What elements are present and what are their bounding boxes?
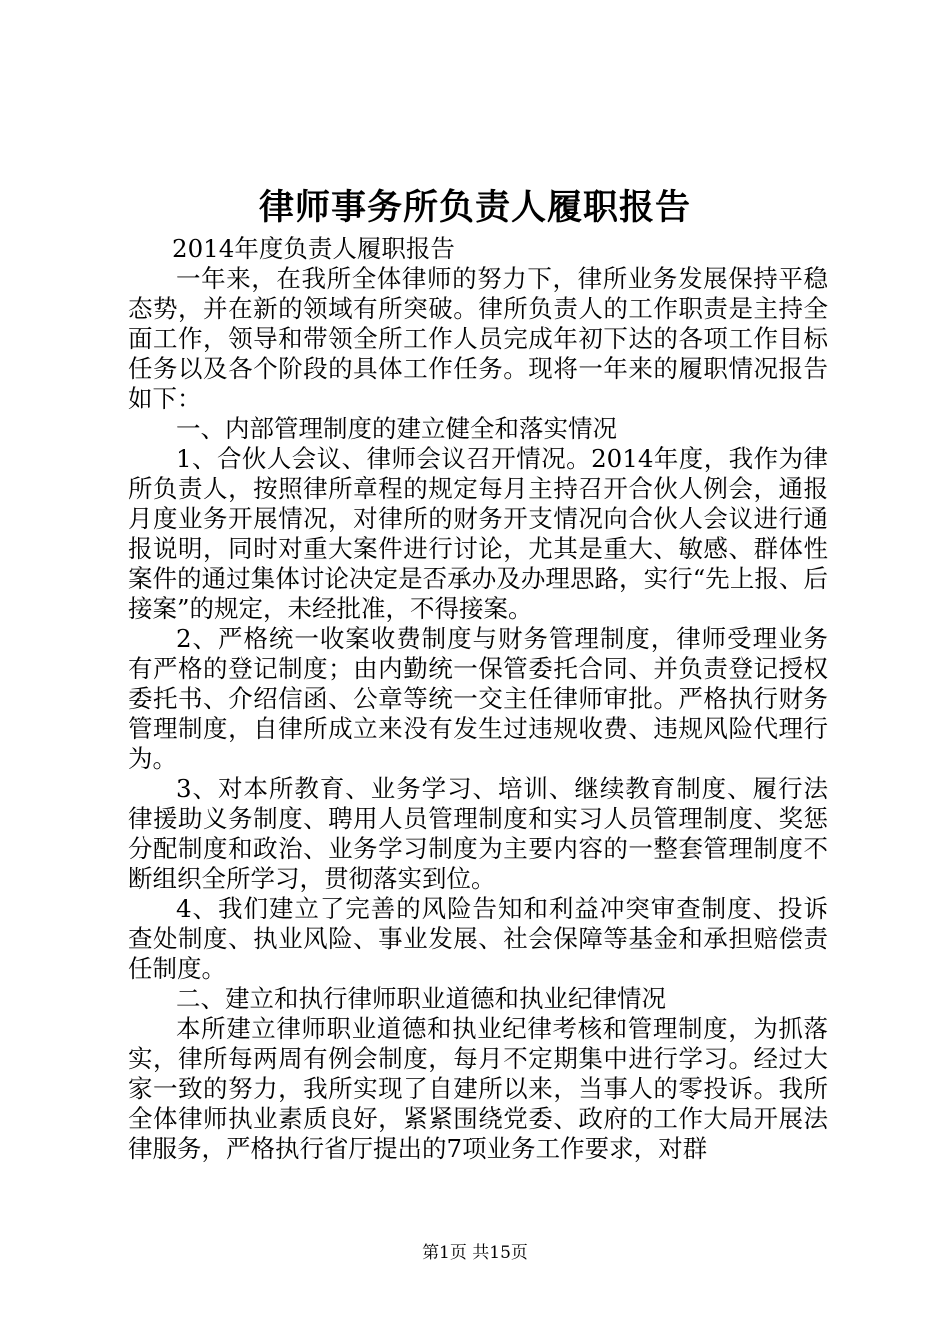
section-heading-1: 一、内部管理制度的建立健全和落实情况 <box>176 414 617 443</box>
document-title: 律师事务所负责人履职报告 <box>258 188 691 228</box>
paragraph-item-3: 3、对本所教育、业务学习、培训、继续教育制度、履行法律援助义务制度、聘用人员管理制度和实习人员管理制度、奖惩分配制度和政治、业务学习制度为主要内容的一整套管理制度不断组织全所学习，贯彻落实到位。 <box>128 774 828 893</box>
paragraph-item-2: 2、严格统一收案收费制度与财务管理制度，律师受理业务有严格的登记制度；由内勤统一保管委托合同、并负责登记授权委托书、介绍信函、公章等统一交主任律师审批。严格执行财务管理制度，自律所成立来没有发生过违规收费、违规风险代理行为。 <box>128 624 828 773</box>
paragraph-ethics: 本所建立律师职业道德和执业纪律考核和管理制度，为抓落实，律所每两周有例会制度，每月不定期集中进行学习。经过大家一致的努力，我所实现了自建所以来，当事人的零投诉。我所全体律师执业素质良好，紧紧围绕党委、政府的工作大局开展法律服务，严格执行省厅提出的7项业务工作要求，对群 <box>128 1014 828 1163</box>
page-number-footer: 第1页 共15页 <box>422 1243 528 1263</box>
paragraph-item-1: 1、合伙人会议、律师会议召开情况。2014年度，我作为律所负责人，按照律所章程的规定每月主持召开合伙人例会，通报月度业务开展情况，对律所的财务开支情况向合伙人会议进行通报说明，同时对重大案件进行讨论，尤其是重大、敏感、群体性案件的通过集体讨论决定是否承办及办理思路，实行“先上报、后接案”的规定，未经批准，不得接案。 <box>128 444 828 623</box>
paragraph-item-4: 4、我们建立了完善的风险告知和利益冲突审查制度、投诉查处制度、执业风险、事业发展、社会保障等基金和承担赔偿责任制度。 <box>128 894 828 983</box>
document-body <box>128 234 828 1164</box>
report-subtitle: 2014年度负责人履职报告 <box>172 234 455 263</box>
section-heading-2: 二、建立和执行律师职业道德和执业纪律情况 <box>176 984 666 1013</box>
paragraph-intro: 一年来，在我所全体律师的努力下，律所业务发展保持平稳态势，并在新的领域有所突破。律所负责人的工作职责是主持全面工作，领导和带领全所工作人员完成年初下达的各项工作目标任务以及各个阶段的具体工作任务。现将一年来的履职情况报告如下： <box>128 264 828 413</box>
